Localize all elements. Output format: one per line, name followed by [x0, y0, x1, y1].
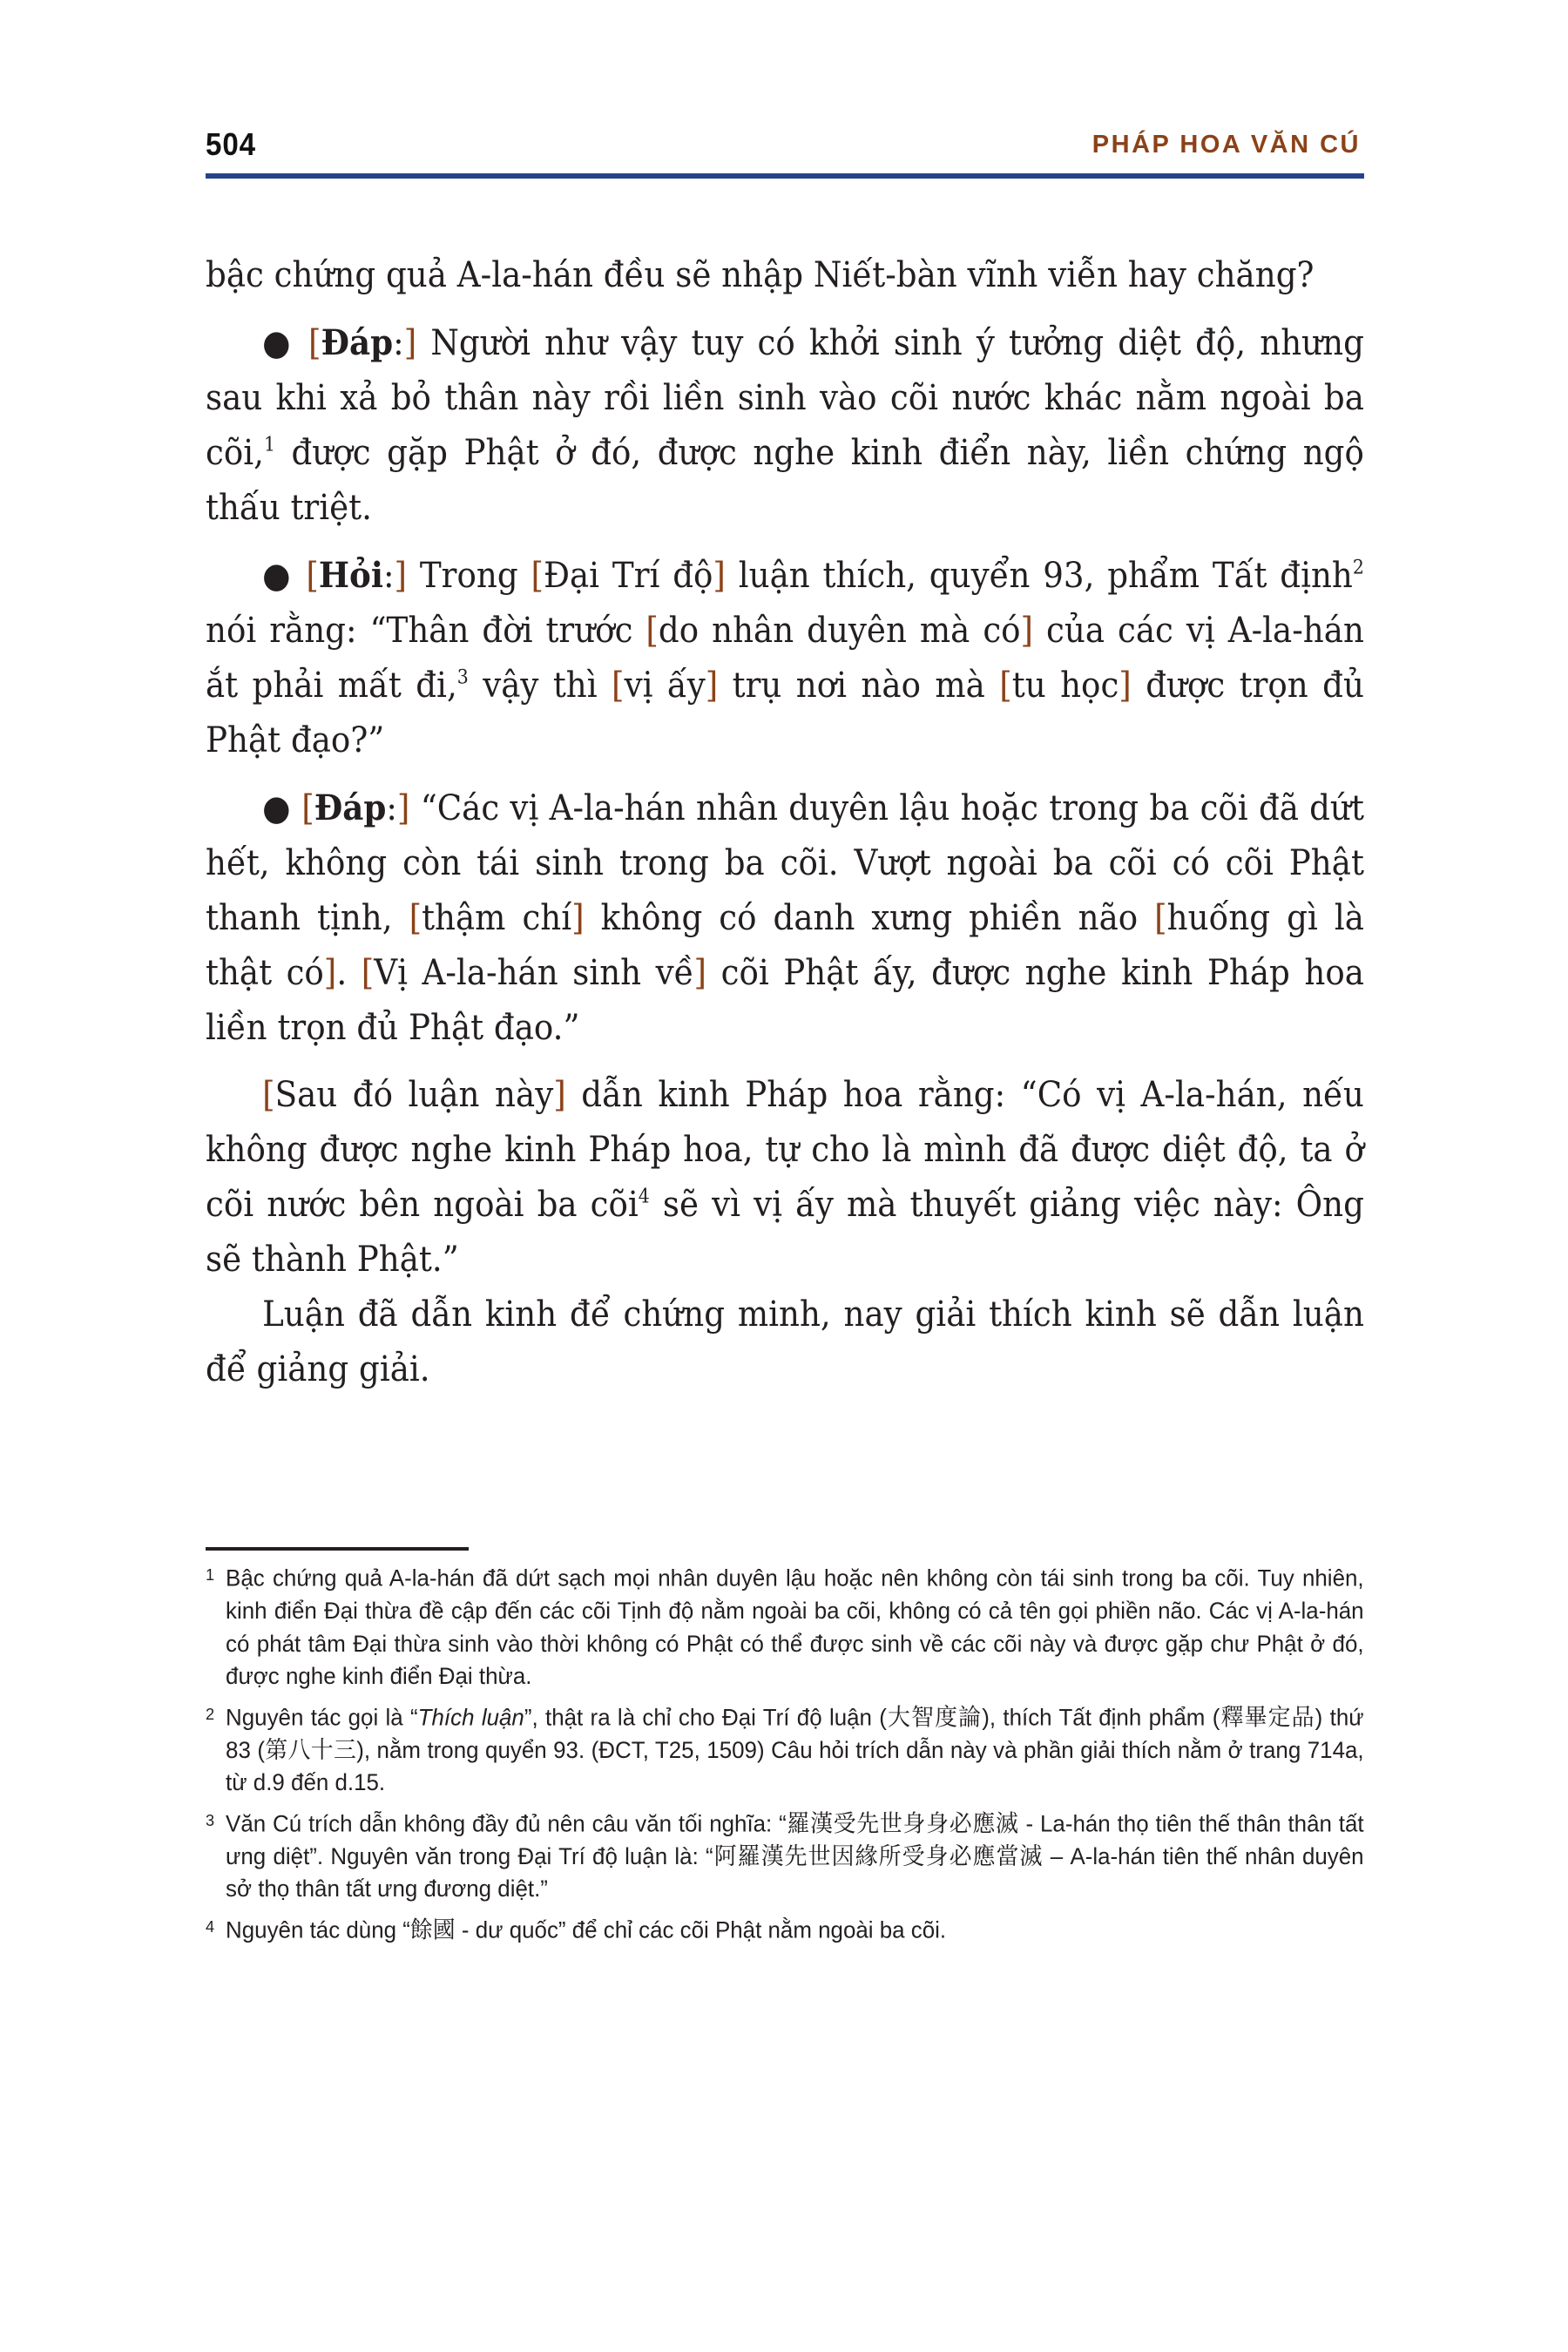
editorial-insert: vị ấy [624, 666, 706, 706]
editorial-insert: Sau đó luận này [274, 1075, 554, 1115]
footnote-2: 2 Nguyên tác gọi là “Thích luận”, thật ra là chỉ cho Đại Trí độ luận (大智度論), thích Tất định phẩm (釋畢定品) thứ 83 (第八十三), nằm trong quyển 93. (ĐCT, T25, 1509) Câu hỏi trích dẫn này và phần giải thích nằm ở trang 714a, từ d.9 đến d.15. [206, 1699, 1364, 1800]
page-number: 504 [206, 126, 257, 162]
closing-paragraph: Luận đã dẫn kinh để chứng minh, nay giải thích kinh sẽ dẫn luận để giảng giải. [206, 1294, 1364, 1389]
footnote-ref-2[interactable]: 2 [1352, 557, 1364, 579]
bullet-icon: ● [262, 788, 291, 828]
footnotes [206, 1559, 1364, 1952]
footnote-4: 4 Nguyên tác dùng “餘國 - dư quốc” để chỉ các cõi Phật nằm ngoài ba cõi. [206, 1911, 1364, 1947]
footnote-number: 4 [206, 1917, 215, 1936]
editorial-insert: Vị A-la-hán sinh về [374, 953, 694, 993]
running-header [206, 122, 1364, 167]
answer-label: Đáp [314, 787, 387, 828]
question-label: Hỏi [318, 555, 383, 596]
editorial-insert: Đại Trí độ [543, 556, 713, 596]
answer-paragraph-1: ● [Đáp:] Người như vậy tuy có khởi sinh ý tưởng diệt độ, nhưng sau khi xả bỏ thân này rồi liền sinh vào cõi nước khác nằm ngoài ba cõi,$^1$ được gặp Phật ở đó, được nghe kinh điển này, liền chứng ngộ thấu triệt. [206, 322, 1364, 528]
answer-paragraph-2: ● [Đáp:] “Các vị A-la-hán nhân duyên lậu hoặc trong ba cõi đã dứt hết, không còn tái sinh trong ba cõi. Vượt ngoài ba cõi có cõi Phật thanh tịnh, [thậm chí] không có danh xưng phiền não [huống gì là thật có]. [Vị A-la-hán sinh về] cõi Phật ấy, được nghe kinh Pháp hoa liền trọn đủ Phật đạo.” [206, 787, 1364, 1048]
footnote-ref-1[interactable]: 1 [263, 434, 275, 456]
main-text [206, 248, 1364, 1397]
footnote-number: 3 [206, 1811, 215, 1830]
question-paragraph: ● [Hỏi:] Trong [Đại Trí độ] luận thích, quyển 93, phẩm Tất định$^2$ nói rằng: “Thân đời trước [do nhân duyên mà có] của các vị A-la-hán ắt phải mất đi,$^3$ vậy thì [vị ấy] trụ nơi nào mà [tu học] được trọn đủ Phật đạo?” [206, 555, 1364, 760]
footnote-3: 3 Văn Cú trích dẫn không đầy đủ nên câu văn tối nghĩa: “羅漢受先世身身必應滅 - La-hán thọ tiên thế thân thân tất ưng diệt”. Nguyên văn trong Đại Trí độ luận là: “阿羅漢先世因緣所受身必應當滅 – A-la-hán tiên thế nhân duyên sở thọ thân tất ưng đương diệt.” [206, 1805, 1364, 1906]
footnote-1: 1 Bậc chứng quả A-la-hán đã dứt sạch mọi nhân duyên lậu hoặc nên không còn tái sinh trong ba cõi. Tuy nhiên, kinh điển Đại thừa đề cập đến các cõi Tịnh độ nằm ngoài ba cõi, không có cả tên gọi phiền não. Các vị A-la-hán có phát tâm Đại thừa sinh vào thời không có Phật có thể được sinh về các cõi này và được gặp chư Phật ở đó, được nghe kinh điển Đại thừa. [206, 1559, 1364, 1693]
header-rule [206, 173, 1364, 179]
citation-paragraph: [Sau đó luận này] dẫn kinh Pháp hoa rằng: “Có vị A-la-hán, nếu không được nghe kinh Pháp hoa, tự cho là mình đã được diệt độ, ta ở cõi nước bên ngoài ba cõi$^4$ sẽ vì vị ấy mà thuyết giảng việc này: Ông sẽ thành Phật.” [206, 1075, 1364, 1280]
footnote-number: 2 [206, 1705, 215, 1724]
editorial-insert: huống gì là thật có [206, 898, 1364, 993]
bullet-icon: ● [262, 556, 294, 596]
editorial-insert: do nhân duyên mà có [658, 611, 1021, 651]
footnote-number: 1 [206, 1566, 215, 1585]
paragraph-continuation: bậc chứng quả A-la-hán đều sẽ nhập Niết-bàn vĩnh viễn hay chăng? [206, 255, 1315, 295]
editorial-insert: thậm chí [422, 898, 572, 938]
footnote-separator [206, 1547, 469, 1551]
book-title: PHÁP HOA VĂN CÚ [1092, 131, 1361, 159]
editorial-insert: tu học [1011, 666, 1119, 706]
answer-label: Đáp [321, 322, 394, 363]
footnote-ref-4[interactable]: 4 [638, 1186, 650, 1208]
footnote-ref-3[interactable]: 3 [456, 666, 469, 689]
bullet-icon: ● [262, 323, 294, 363]
